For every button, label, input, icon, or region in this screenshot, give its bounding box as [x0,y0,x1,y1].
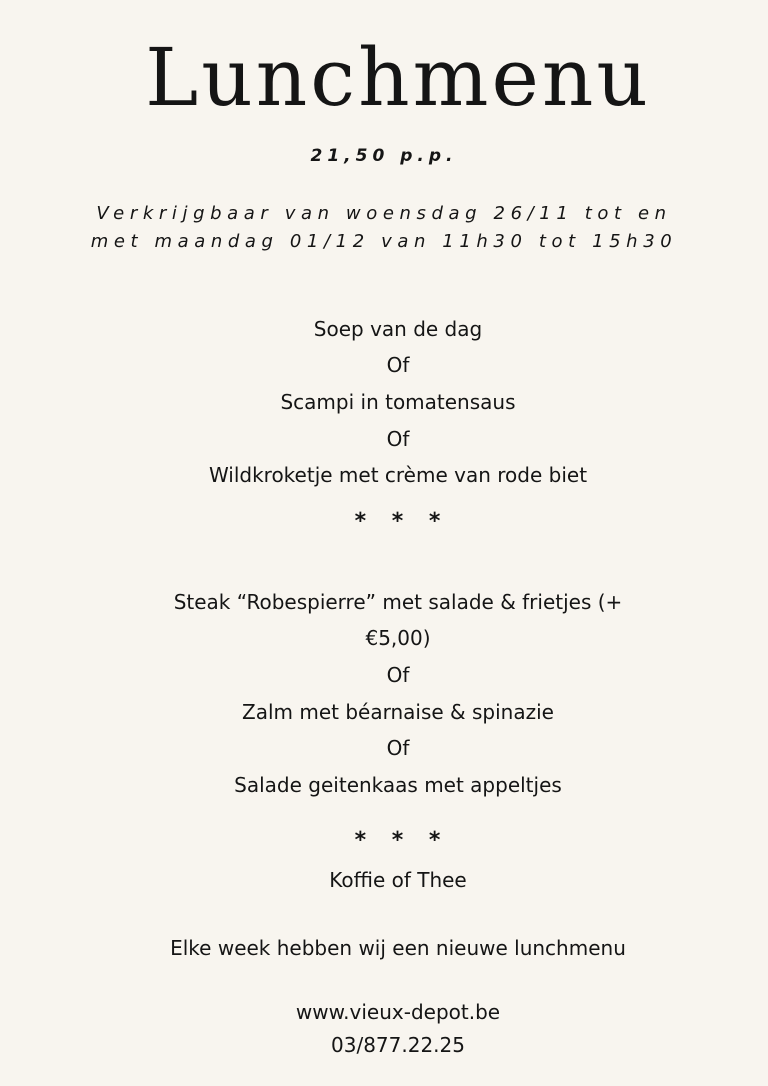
main-item-salmon: Zalm met béarnaise & spinazie [242,700,554,724]
starter-item-scampi: Scampi in tomatensaus [280,390,516,414]
drinks-item: Koffie of Thee [329,868,467,892]
starter-item-soup: Soep van de dag [313,317,483,341]
main-item-steak-line-1: Steak “Robespierre” met salade & frietjes (+ [173,590,623,614]
starter-item-croquette: Wildkroketje met crème van rode biet [208,463,588,487]
weekly-note: Elke week hebben wij een nieuwe lunchmenu [170,936,626,960]
main-or-1: Of [386,663,410,687]
availability-line-1: Verkrijgbaar van woensdag 26/11 tot en [96,203,672,224]
separator-1: * * * [354,509,450,534]
starter-or-2: Of [386,427,410,451]
availability-line-2: met maandag 01/12 van 11h30 tot 15h30 [90,231,678,252]
availability-text [0,200,768,256]
main-item-steak-line-2: €5,00) [365,626,431,650]
price-per-person: 21,50 p.p. [310,146,458,166]
separator-2: * * * [354,828,450,853]
main-or-2: Of [386,736,410,760]
website-text: www.vieux-depot.be [295,1000,501,1024]
page-title: Lunchmenu [145,31,651,124]
starter-or-1: Of [386,353,410,377]
main-item-goat-cheese-salad: Salade geitenkaas met appeltjes [234,773,562,797]
phone-text: 03/877.22.25 [331,1033,465,1057]
